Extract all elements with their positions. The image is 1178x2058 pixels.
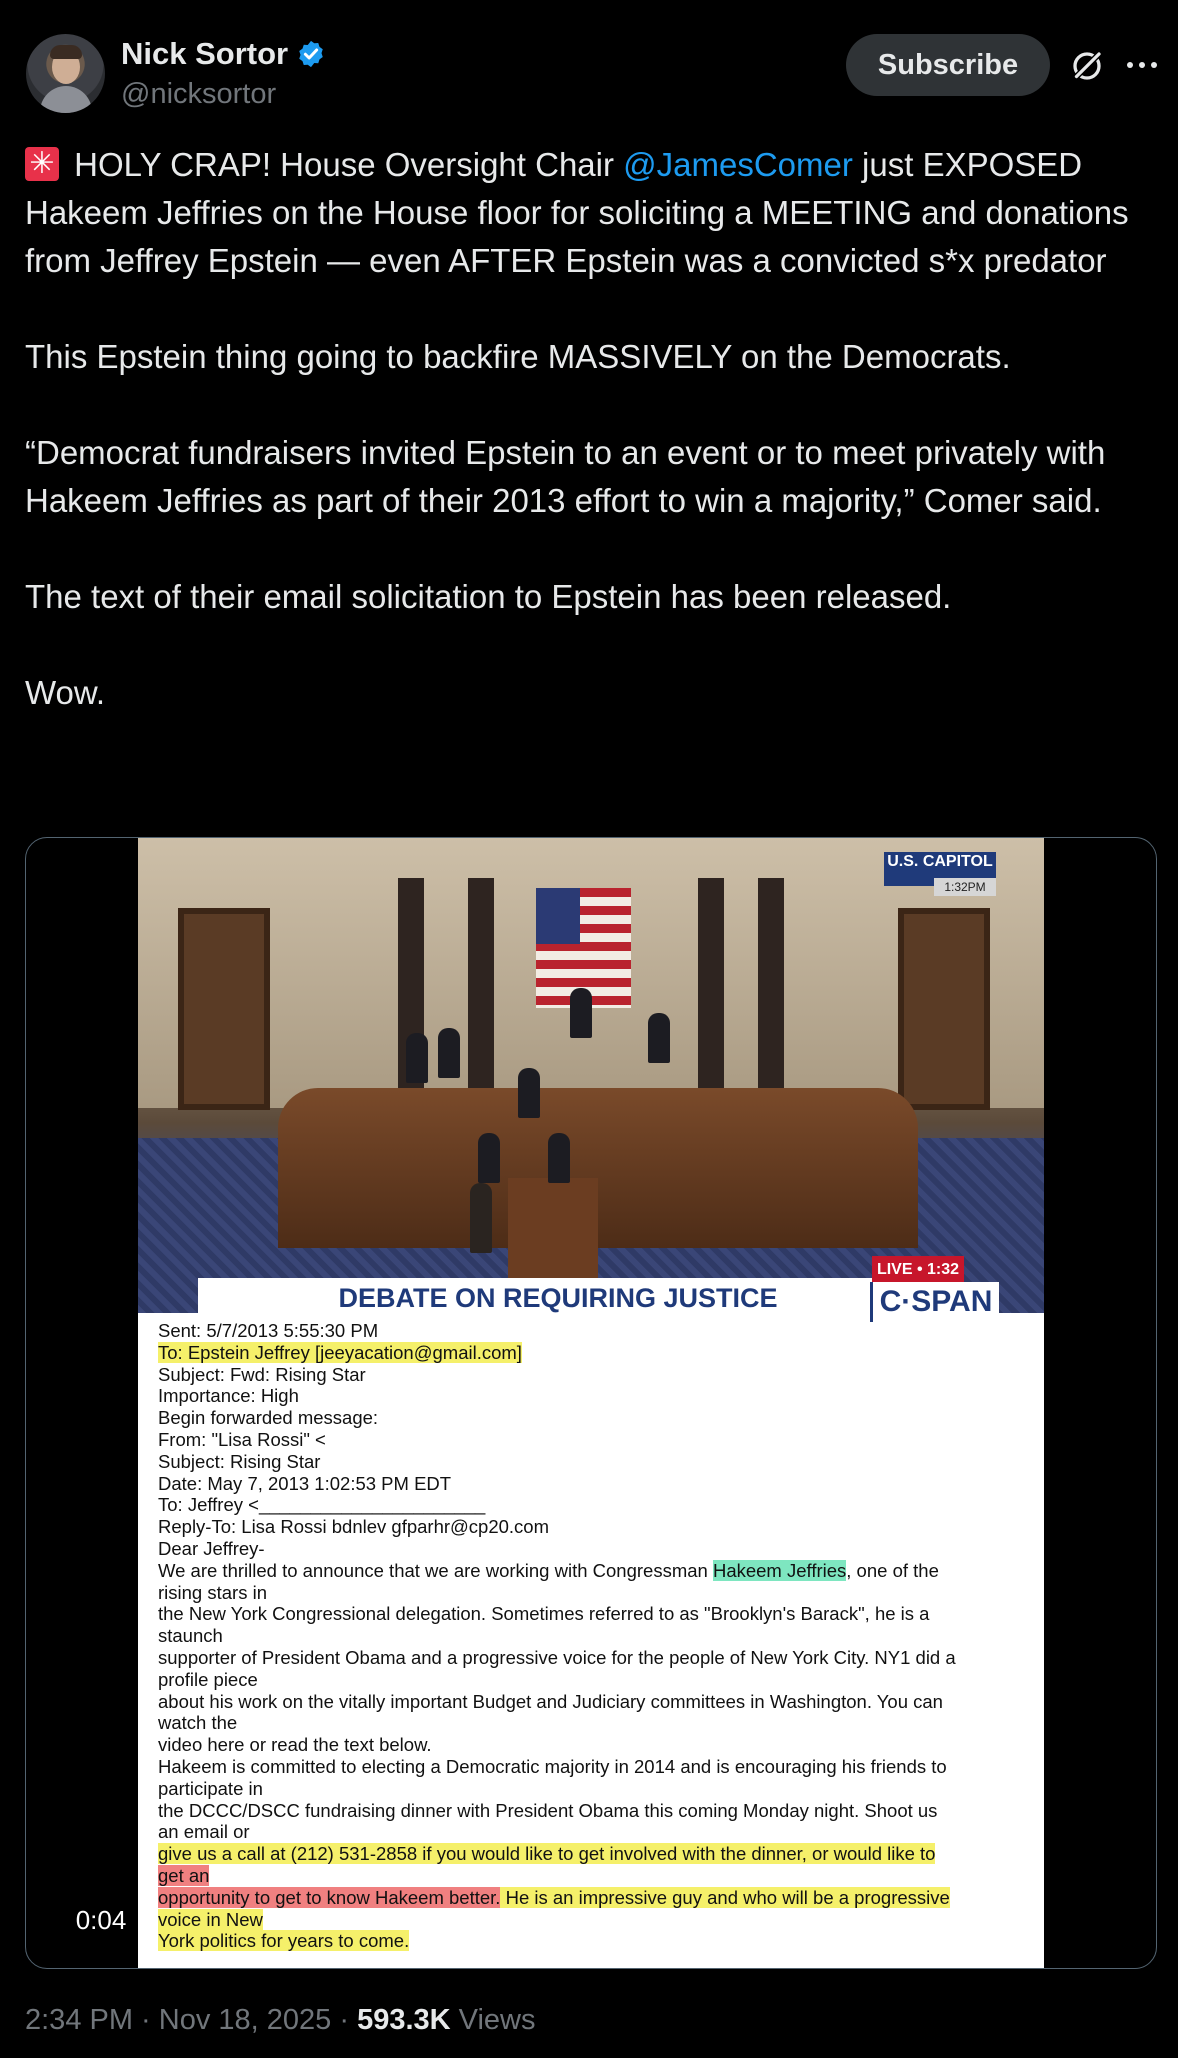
author-handle[interactable]: @nicksortor [121, 78, 277, 110]
email-line: an email or [158, 1821, 250, 1843]
email-line: video here or read the text below. [158, 1734, 432, 1756]
siren-icon [25, 147, 59, 181]
email-line: the DCCC/DSCC fundraising dinner with President Obama this coming Monday night. Shoot us [158, 1799, 938, 1821]
tweet-p4: The text of their email solicitation to Epstein has been released. [25, 578, 952, 615]
tweet-header [26, 34, 1156, 114]
email-line: Date: May 7, 2013 1:02:53 PM EDT [158, 1472, 452, 1494]
email-line: about his work on the vitally important Budget and Judiciary committees in Washington. You can [158, 1690, 943, 1712]
email-line: Subject: Rising Star [158, 1450, 321, 1472]
tweet-time[interactable]: 2:34 PM [25, 2004, 133, 2036]
email-line: From: "Lisa Rossi" < [158, 1428, 326, 1450]
email-line: voice in New [158, 1908, 263, 1930]
tweet-date[interactable]: Nov 18, 2025 [158, 2004, 332, 2036]
email-line: participate in [158, 1777, 263, 1799]
subscribe-button[interactable]: Subscribe [846, 34, 1050, 96]
tweet-p1-post: just EXPOSED Hakeem Jeffries on the House floor for soliciting a MEETING and donations from Jeffrey Epstein — even AFTER Epstein was a convicted s*x predator [25, 146, 1138, 279]
email-line: profile piece [158, 1668, 258, 1690]
email-line: watch the [158, 1712, 238, 1734]
email-line: Hakeem is committed to electing a Democratic majority in 2014 and is encouraging his friends to [158, 1755, 947, 1777]
meta-separator: · [331, 2004, 358, 2036]
tweet-p3: “Democrat fundraisers invited Epstein to an event or to meet privately with Hakeem Jeffries as part of their 2013 effort to win a majority,” Comer said. [25, 434, 1115, 519]
email-line: Begin forwarded message: [158, 1407, 379, 1429]
tweet-p1-pre: HOLY CRAP! House Oversight Chair [65, 146, 624, 183]
email-line: the New York Congressional delegation. Sometimes referred to as "Brooklyn's Barack", he is a [158, 1603, 930, 1625]
more-icon[interactable] [1124, 58, 1160, 72]
email-line: Reply-To: Lisa Rossi bdnlev gfparhr@cp20.com [158, 1516, 550, 1538]
grok-icon[interactable] [1069, 48, 1105, 84]
email-line: Subject: Fwd: Rising Star [158, 1363, 366, 1385]
email-line: give us a call at (212) 531-2858 if you would like to get involved with the dinner, or would like to [158, 1843, 936, 1865]
email-line: get an [158, 1864, 210, 1886]
email-line: York politics for years to come. [158, 1930, 410, 1952]
mention-link[interactable]: @JamesComer [623, 146, 853, 183]
video-timer: 0:04 [66, 1901, 136, 1939]
views-count[interactable]: 593.3K [357, 2004, 451, 2036]
live-badge: LIVE • 1:32 [872, 1256, 964, 1284]
views-label: Views [450, 2004, 536, 2036]
email-line: Importance: High [158, 1385, 299, 1407]
tweet-text [25, 141, 1155, 717]
avatar[interactable] [26, 34, 105, 113]
email-document [158, 1320, 1028, 1952]
email-line: opportunity to get to know Hakeem better. He is an impressive guy and who will be a progressive [158, 1886, 950, 1908]
email-line: rising stars in [158, 1581, 267, 1603]
meta-separator: · [133, 2004, 159, 2036]
author-name[interactable]: Nick Sortor [121, 36, 289, 71]
video-player[interactable] [25, 837, 1157, 1969]
email-line: Sent: 5/7/2013 5:55:30 PM [158, 1320, 379, 1341]
capitol-time: 1:32PM [934, 878, 996, 896]
email-line: To: Epstein Jeffrey [jeeyacation@gmail.com] [158, 1341, 522, 1363]
video-frame[interactable] [138, 838, 1044, 1968]
tweet-p2: This Epstein thing going to backfire MASSIVELY on the Democrats. [25, 338, 1011, 375]
verified-badge-icon [296, 39, 326, 69]
email-line: Dear Jeffrey- [158, 1537, 265, 1559]
email-line: We are thrilled to announce that we are working with Congressman Hakeem Jeffries, one of the [158, 1559, 939, 1581]
lower-third-title: DEBATE ON REQUIRING JUSTICE [198, 1278, 918, 1318]
cspan-logo: C·SPAN [870, 1282, 999, 1322]
house-chamber-image [138, 838, 1044, 1313]
email-line: supporter of President Obama and a progressive voice for the people of New York City. NY1 did a [158, 1646, 956, 1668]
tweet-meta [25, 2004, 535, 2037]
tweet-p5: Wow. [25, 674, 106, 711]
email-line: staunch [158, 1625, 223, 1647]
author-name-row[interactable] [121, 36, 326, 72]
capitol-badge: U.S. CAPITOL [884, 852, 996, 886]
email-line: To: Jeffrey <______________________ [158, 1494, 486, 1516]
